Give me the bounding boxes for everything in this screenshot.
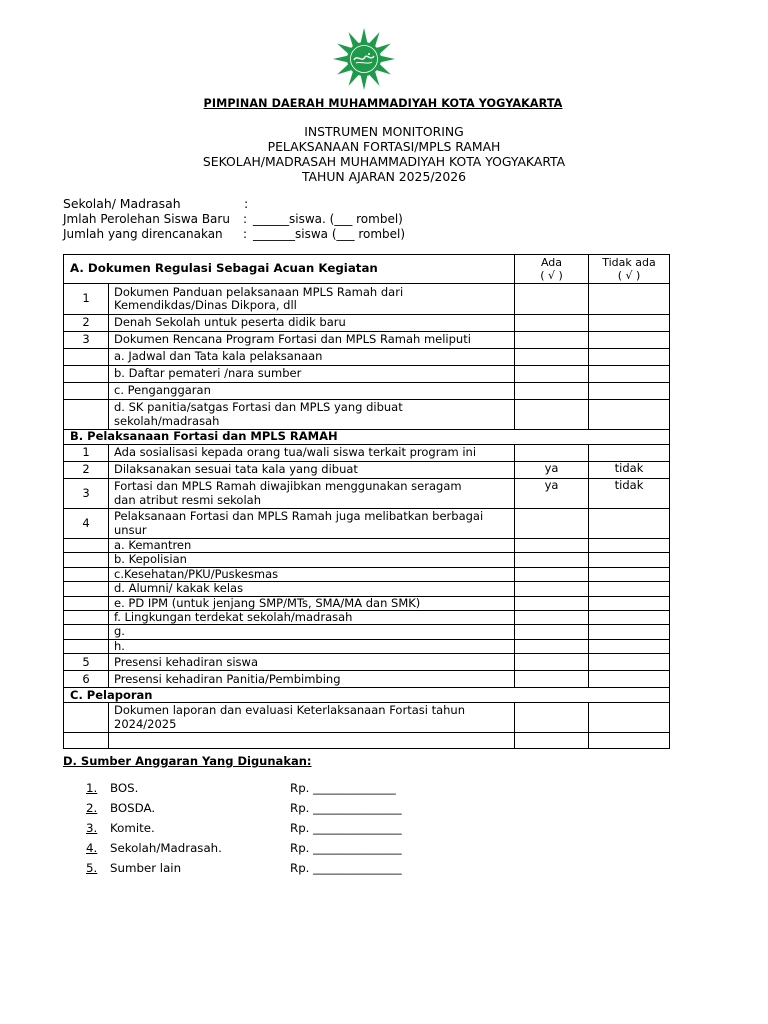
tidak-checkbox-cell[interactable]	[589, 315, 670, 332]
row-description-line: a. Jadwal dan Tata kala pelaksanaan	[114, 349, 323, 364]
tidak-checkbox-cell[interactable]	[589, 400, 670, 430]
row-number-text: 3	[82, 332, 90, 347]
table-row	[64, 509, 670, 539]
section-c-title-label: C. Pelaporan	[70, 687, 153, 702]
row-description	[109, 553, 515, 567]
table-row	[64, 671, 670, 688]
row-number-text: 5	[82, 654, 90, 669]
row-number	[64, 383, 109, 400]
ada-checkbox-cell[interactable]	[515, 284, 589, 315]
row-description	[109, 625, 515, 639]
table-row	[64, 366, 670, 383]
info-students-planned-colon: :	[243, 227, 248, 241]
organization-name: PIMPINAN DAERAH MUHAMMADIYAH KOTA YOGYAKARTA	[203, 97, 563, 110]
row-number	[64, 462, 109, 479]
row-description	[109, 349, 515, 366]
budget-item	[0, 781, 768, 797]
row-number	[64, 332, 109, 349]
ada-checkbox-cell[interactable]	[515, 671, 589, 688]
tidak-checkbox-cell[interactable]	[589, 596, 670, 610]
row-number-text: 1	[82, 445, 90, 460]
row-description-line: sekolah/madrasah	[114, 413, 220, 428]
tidak-checkbox-cell[interactable]	[589, 284, 670, 315]
column-tidak-label: Tidak ada	[602, 256, 656, 269]
table-row	[64, 315, 670, 332]
column-ada-label: Ada	[540, 256, 563, 269]
budget-item-number: 3.	[86, 821, 98, 835]
logo-ray	[361, 75, 368, 90]
row-number	[64, 400, 109, 430]
budget-section-title: D. Sumber Anggaran Yang Digunakan:	[63, 754, 312, 768]
row-description	[109, 462, 515, 479]
row-description-line: c.Kesehatan/PKU/Puskesmas	[114, 567, 279, 581]
tidak-checkbox-cell[interactable]	[589, 462, 670, 479]
row-description-line: d. SK panitia/satgas Fortasi dan MPLS yang dibuat	[114, 400, 403, 415]
monitoring-table	[63, 254, 670, 749]
table-row	[64, 462, 670, 479]
row-number	[64, 611, 109, 625]
row-number	[64, 284, 109, 315]
document-heading	[0, 124, 768, 184]
row-description-line: f. Lingkungan terdekat sekolah/madrasah	[114, 610, 353, 625]
heading-line-1: INSTRUMEN MONITORING	[304, 124, 464, 139]
row-description	[109, 400, 515, 430]
ada-checkbox-cell[interactable]	[515, 553, 589, 567]
table-row	[64, 349, 670, 366]
ada-checkbox-cell[interactable]	[515, 582, 589, 596]
row-description	[109, 596, 515, 610]
tidak-cell-text: tidak	[614, 478, 644, 492]
row-description-line: c. Penganggaran	[114, 383, 211, 398]
budget-item-name: Komite.	[110, 821, 155, 835]
row-number	[64, 445, 109, 462]
section-b-title-row	[64, 430, 670, 445]
tidak-checkbox-cell[interactable]	[589, 654, 670, 671]
row-description	[109, 383, 515, 400]
row-description	[109, 671, 515, 688]
row-description-line: b. Daftar pemateri /nara sumber	[114, 366, 302, 381]
row-description	[109, 284, 515, 315]
section-a-title	[64, 255, 515, 284]
ada-checkbox-cell[interactable]	[515, 654, 589, 671]
table-row	[64, 582, 670, 596]
section-c-title-row	[64, 688, 670, 703]
logo-ray	[333, 56, 348, 63]
row-description-line: h.	[114, 639, 125, 653]
row-description	[109, 332, 515, 349]
table-row	[64, 284, 670, 315]
ada-checkbox-cell[interactable]	[515, 366, 589, 383]
row-description-line: b. Kepolisian	[114, 552, 187, 567]
row-description	[109, 639, 515, 653]
row-description	[109, 315, 515, 332]
ada-checkbox-cell[interactable]	[515, 400, 589, 430]
row-number	[64, 703, 109, 733]
ada-checkbox-cell[interactable]	[515, 733, 589, 749]
tidak-checkbox-cell[interactable]	[589, 332, 670, 349]
heading-line-2: PELAKSANAAN FORTASI/MPLS RAMAH	[267, 139, 501, 154]
row-description-line: Pelaksanaan Fortasi dan MPLS Ramah juga melibatkan berbagai	[114, 509, 484, 524]
row-description	[109, 567, 515, 581]
tidak-checkbox-cell[interactable]	[589, 349, 670, 366]
ada-checkbox-cell[interactable]	[515, 596, 589, 610]
row-number-text: 6	[82, 671, 90, 686]
ada-cell-text: ya	[544, 461, 559, 475]
ada-checkbox-cell[interactable]	[515, 611, 589, 625]
row-description	[109, 539, 515, 553]
info-students-planned	[63, 227, 406, 241]
ada-checkbox-cell[interactable]	[515, 509, 589, 539]
row-description	[109, 582, 515, 596]
ada-checkbox-cell[interactable]	[515, 703, 589, 733]
budget-item-name: BOSDA.	[110, 801, 156, 815]
ada-checkbox-cell[interactable]	[515, 315, 589, 332]
info-school-colon: :	[244, 196, 249, 211]
tidak-checkbox-cell[interactable]	[589, 639, 670, 653]
table-row	[64, 639, 670, 653]
ada-checkbox-cell[interactable]	[515, 462, 589, 479]
table-row	[64, 383, 670, 400]
budget-item-number: 1.	[86, 781, 98, 795]
budget-item-number: 5.	[86, 861, 98, 875]
tidak-checkbox-cell[interactable]	[589, 567, 670, 581]
budget-item	[0, 841, 768, 857]
info-students-obtained-value[interactable]: ______siswa. (___ rombel)	[253, 212, 403, 226]
row-number	[64, 639, 109, 653]
tidak-checkbox-cell[interactable]	[589, 611, 670, 625]
table-row	[64, 332, 670, 349]
tidak-checkbox-cell[interactable]	[589, 582, 670, 596]
budget-item-amount[interactable]: Rp. _______________	[290, 861, 402, 875]
ada-checkbox-cell[interactable]	[515, 383, 589, 400]
budget-item-amount[interactable]: Rp. _______________	[290, 821, 402, 835]
ada-checkbox-cell[interactable]	[515, 479, 589, 509]
budget-item-name: BOS.	[110, 781, 139, 795]
table-row	[64, 400, 670, 430]
row-number	[64, 349, 109, 366]
row-number	[64, 567, 109, 581]
row-description	[109, 366, 515, 383]
tidak-checkbox-cell[interactable]	[589, 383, 670, 400]
row-description-line: 2024/2025	[114, 716, 177, 731]
budget-item	[0, 861, 768, 877]
table-header-row	[64, 255, 670, 284]
column-ada-header	[515, 255, 589, 284]
info-students-obtained-colon: :	[243, 212, 248, 226]
ada-checkbox-cell[interactable]	[515, 349, 589, 366]
table-row	[64, 654, 670, 671]
row-description	[109, 509, 515, 539]
row-number	[64, 625, 109, 639]
ada-checkbox-cell[interactable]	[515, 625, 589, 639]
budget-item-number: 2.	[86, 801, 98, 815]
table-row	[64, 596, 670, 610]
budget-item-name: Sumber lain	[110, 861, 182, 875]
row-description	[109, 703, 515, 733]
table-row	[64, 539, 670, 553]
row-description-line: dan atribut resmi sekolah	[114, 492, 262, 507]
row-description	[109, 445, 515, 462]
info-students-obtained	[63, 212, 403, 226]
row-description-line: Presensi kehadiran siswa	[114, 654, 258, 669]
ada-checkbox-cell[interactable]	[515, 539, 589, 553]
row-description-line: g.	[114, 624, 125, 639]
tidak-checkbox-cell[interactable]	[589, 553, 670, 567]
section-a-label: A. Dokumen Regulasi Sebagai Acuan Kegiatan	[70, 261, 378, 276]
section-b-title	[64, 430, 670, 445]
section-b-title-label: B. Pelaksanaan Fortasi dan MPLS RAMAH	[70, 429, 338, 444]
tidak-checkbox-cell[interactable]	[589, 625, 670, 639]
tidak-cell-text: tidak	[614, 461, 644, 475]
info-students-planned-value[interactable]: _______siswa (___ rombel)	[253, 227, 406, 241]
info-school-label: Sekolah/ Madrasah	[63, 196, 181, 211]
tidak-checkbox-cell[interactable]	[589, 703, 670, 733]
tidak-checkbox-cell[interactable]	[589, 509, 670, 539]
row-number	[64, 553, 109, 567]
budget-item-name: Sekolah/Madrasah.	[110, 841, 222, 855]
logo-ray	[361, 28, 368, 43]
table-row	[64, 625, 670, 639]
muhammadiyah-logo	[332, 27, 396, 91]
row-description-line: Denah Sekolah untuk peserta didik baru	[114, 315, 346, 330]
table-row	[64, 611, 670, 625]
budget-item-amount[interactable]: Rp. _______________	[290, 801, 402, 815]
column-tidak-check: ( √ )	[617, 269, 641, 282]
budget-item-number: 4.	[86, 841, 98, 855]
info-students-planned-label: Jumlah yang direncanakan	[63, 227, 223, 241]
budget-item	[0, 821, 768, 837]
row-number	[64, 366, 109, 383]
tidak-checkbox-cell[interactable]	[589, 539, 670, 553]
row-number-text: 4	[82, 515, 90, 530]
tidak-checkbox-cell[interactable]	[589, 733, 670, 749]
tidak-checkbox-cell[interactable]	[589, 445, 670, 462]
row-description-line: e. PD IPM (untuk jenjang SMP/MTs, SMA/MA dan SMK)	[114, 596, 421, 610]
row-description	[109, 479, 515, 509]
tidak-checkbox-cell[interactable]	[589, 479, 670, 509]
row-number	[64, 654, 109, 671]
heading-line-4: TAHUN AJARAN 2025/2026	[301, 169, 467, 184]
row-number	[64, 479, 109, 509]
row-description-line: Dilaksanakan sesuai tata kala yang dibuat	[114, 462, 358, 477]
row-number	[64, 733, 109, 749]
budget-item-amount[interactable]: Rp. _______________	[290, 841, 402, 855]
row-number	[64, 671, 109, 688]
budget-item-amount[interactable]: Rp. ______________	[290, 781, 396, 795]
row-number	[64, 596, 109, 610]
column-ada-check: ( √ )	[540, 269, 563, 282]
row-description-line: Dokumen Panduan pelaksanaan MPLS Ramah dari	[114, 284, 404, 299]
heading-line-3: SEKOLAH/MADRASAH MUHAMMADIYAH KOTA YOGYAKARTA	[202, 154, 566, 169]
table-row	[64, 445, 670, 462]
row-number-text: 3	[82, 485, 90, 500]
tidak-checkbox-cell[interactable]	[589, 671, 670, 688]
row-number-text: 1	[82, 291, 90, 306]
ada-checkbox-cell[interactable]	[515, 639, 589, 653]
row-number-text: 2	[82, 462, 90, 477]
row-number	[64, 582, 109, 596]
table-row	[64, 733, 670, 749]
row-description-line: Dokumen laporan dan evaluasi Keterlaksanaan Fortasi tahun	[114, 703, 466, 718]
row-description-line: a. Kemantren	[114, 538, 192, 552]
row-description-line: Fortasi dan MPLS Ramah diwajibkan menggunakan seragam	[114, 479, 462, 494]
row-description-line: d. Alumni/ kakak kelas	[114, 581, 244, 596]
row-number	[64, 315, 109, 332]
ada-checkbox-cell[interactable]	[515, 445, 589, 462]
row-number-text: 2	[82, 315, 90, 330]
ada-checkbox-cell[interactable]	[515, 567, 589, 581]
row-description	[109, 654, 515, 671]
table-row	[64, 567, 670, 581]
info-students-obtained-label: Jmlah Perolehan Siswa Baru	[63, 212, 230, 226]
logo-ray	[380, 56, 395, 63]
info-school	[63, 196, 249, 211]
section-c-title	[64, 688, 670, 703]
row-description-line: Kemendikdas/Dinas Dikpora, dll	[114, 298, 297, 312]
row-description	[109, 611, 515, 625]
ada-checkbox-cell[interactable]	[515, 332, 589, 349]
budget-item	[0, 801, 768, 817]
row-number	[64, 539, 109, 553]
table-row	[64, 703, 670, 733]
column-tidak-header	[589, 255, 670, 284]
table-row	[64, 553, 670, 567]
row-description-line: Dokumen Rencana Program Fortasi dan MPLS Ramah meliputi	[114, 332, 471, 347]
ada-cell-text: ya	[544, 478, 559, 492]
row-description	[109, 733, 515, 749]
tidak-checkbox-cell[interactable]	[589, 366, 670, 383]
row-description-line: Presensi kehadiran Panitia/Pembimbing	[114, 671, 341, 686]
row-description-line: unsur	[114, 522, 147, 537]
row-description-line: Ada sosialisasi kepada orang tua/wali siswa terkait program ini	[114, 445, 477, 460]
row-number	[64, 509, 109, 539]
table-row	[64, 479, 670, 509]
